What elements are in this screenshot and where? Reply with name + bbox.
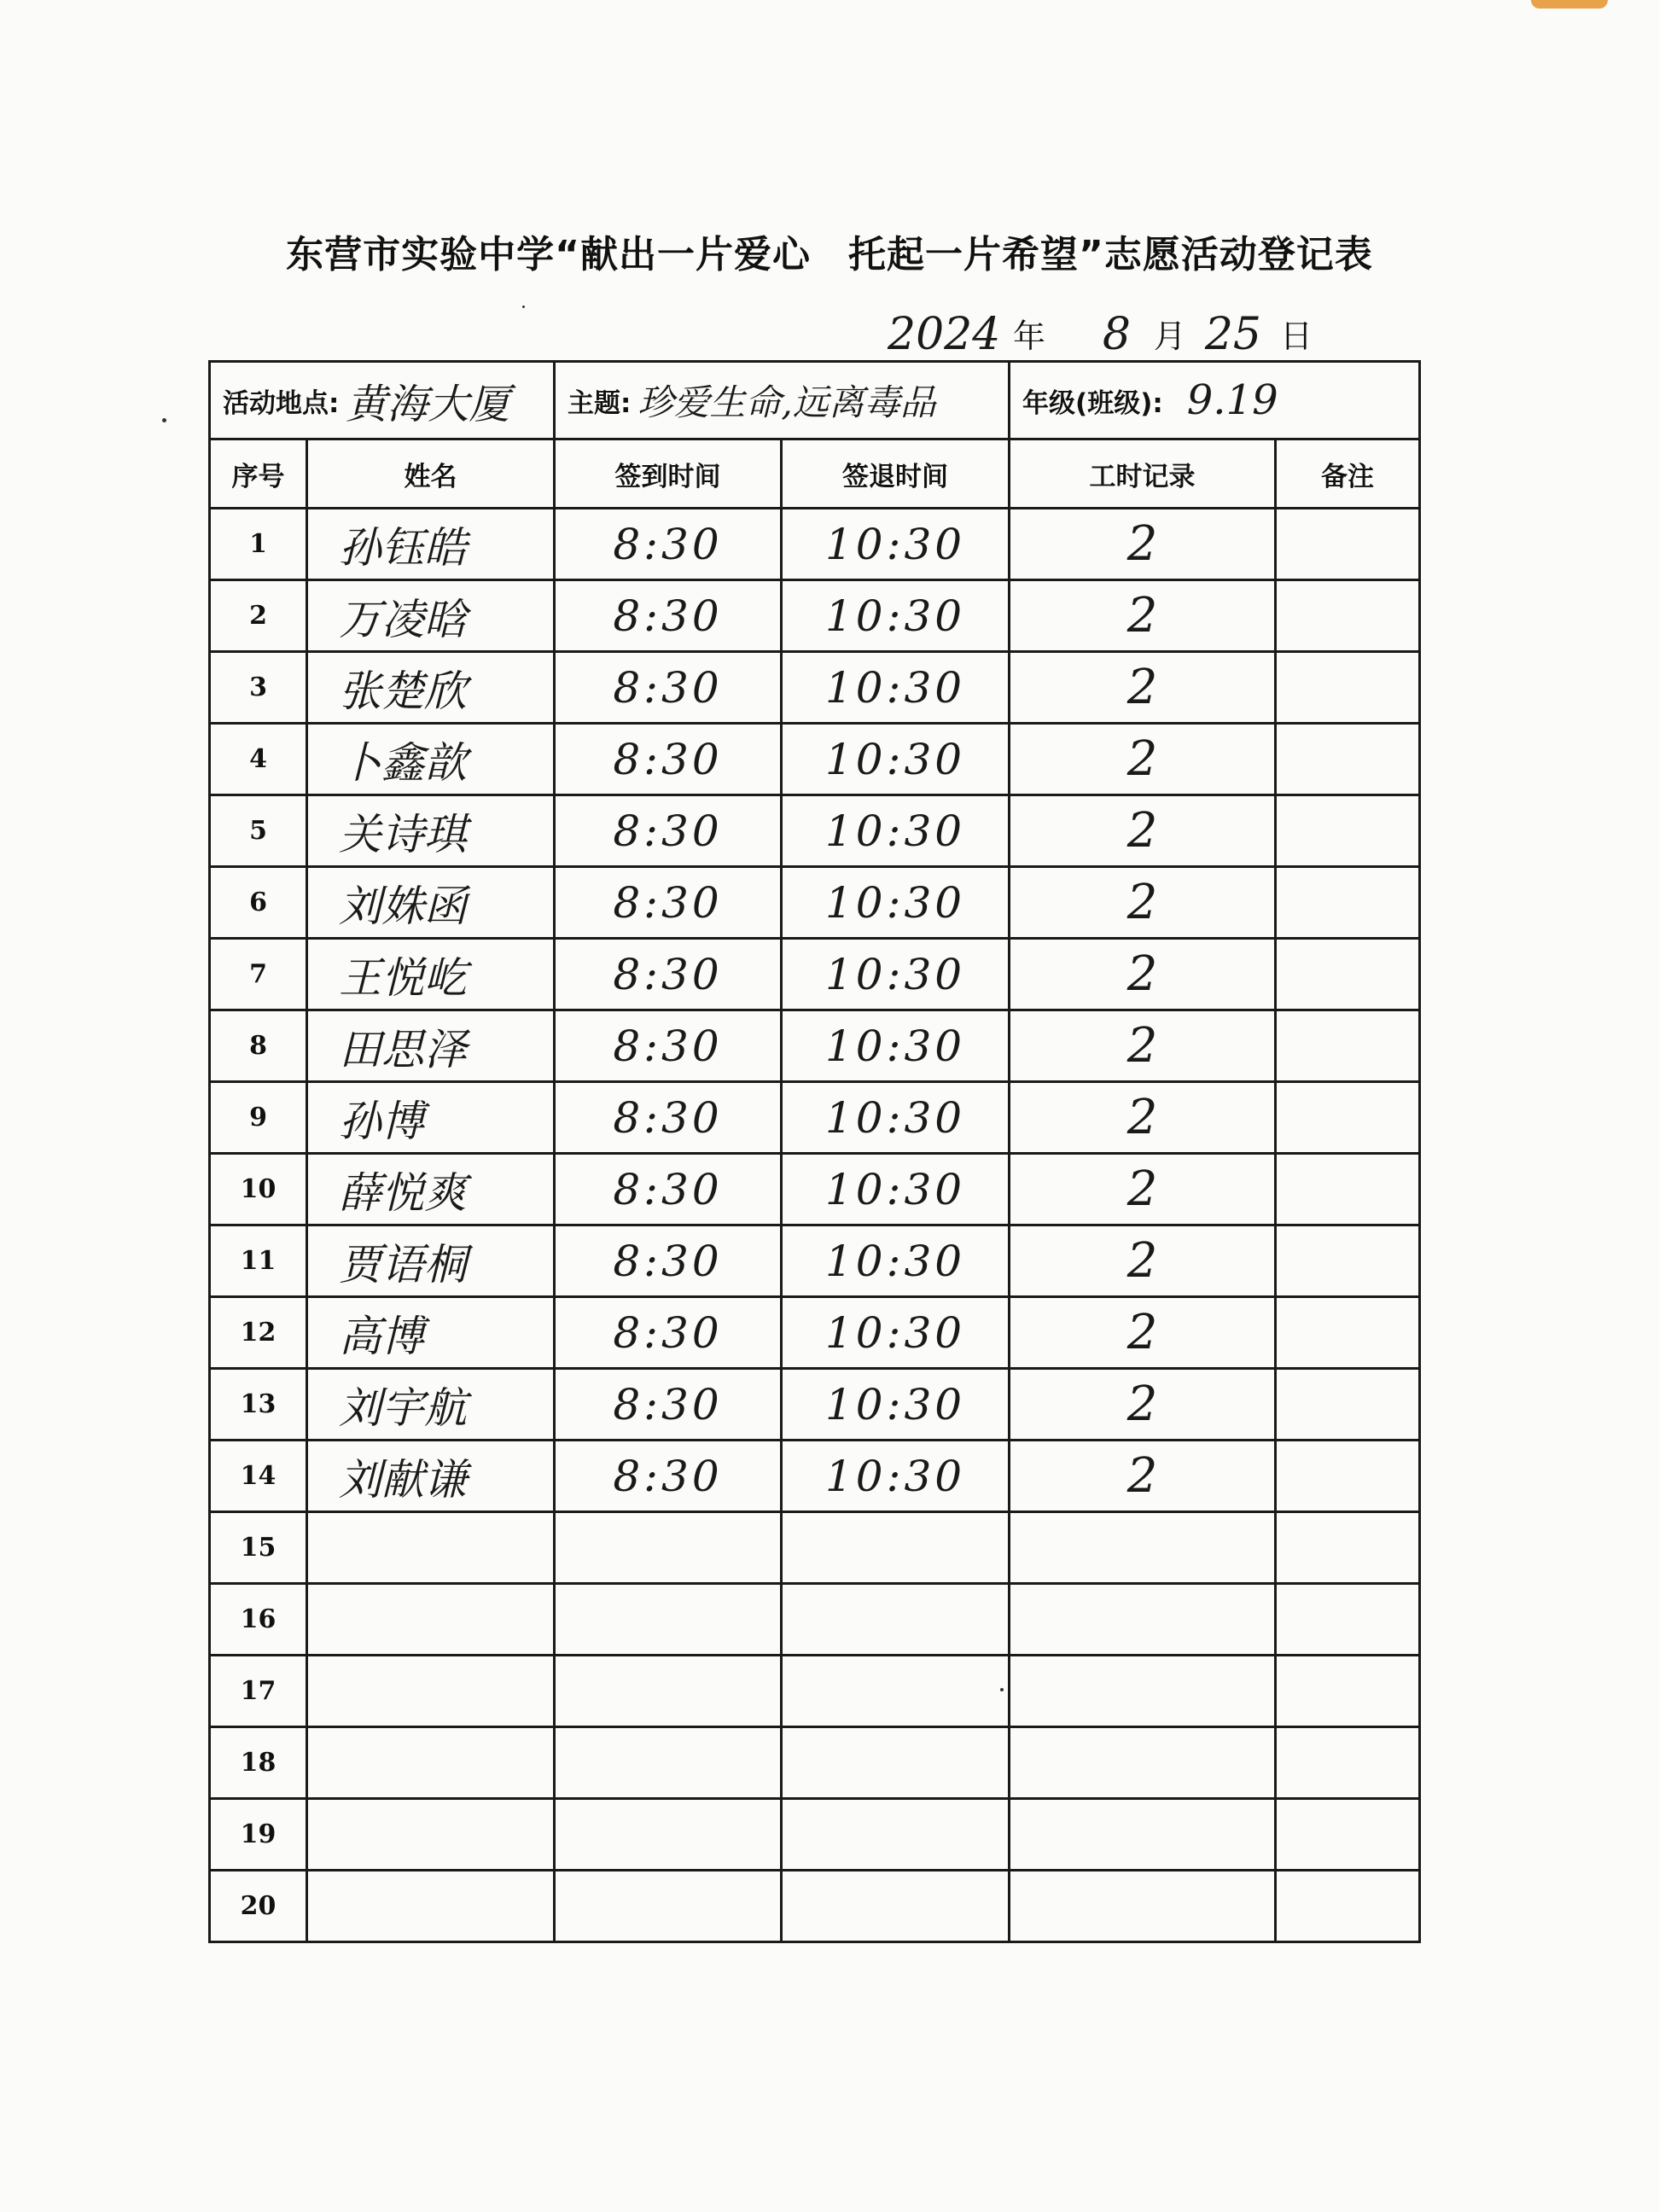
row-hours: 2 — [1126, 1018, 1158, 1074]
location-label: 活动地点: — [223, 387, 340, 419]
paper-speck — [162, 418, 166, 422]
row-hours-cell — [1010, 1727, 1276, 1799]
row-hours: 2 — [1126, 660, 1158, 715]
row-index: 10 — [240, 1174, 276, 1204]
row-sign-out-time-cell — [782, 1082, 1010, 1154]
row-index-cell — [210, 1441, 307, 1512]
row-name-cell — [307, 939, 555, 1010]
row-hours-cell — [1010, 1799, 1276, 1871]
grade-label: 年级(班级): — [1022, 387, 1163, 419]
grade-value: 9.19 — [1186, 376, 1278, 424]
row-hours: 2 — [1126, 803, 1158, 859]
row-sign-in-time-cell — [555, 1225, 782, 1297]
row-sign-out-time-cell — [782, 1154, 1010, 1225]
row-notes-cell — [1276, 1799, 1420, 1871]
row-sign-out-time: 10:30 — [824, 591, 966, 641]
row-name-cell — [307, 795, 555, 867]
row-hours: 2 — [1126, 731, 1158, 787]
header-index: 序号 — [210, 439, 307, 509]
date-month-label: 月 — [1153, 317, 1186, 355]
row-index-cell — [210, 724, 307, 795]
row-sign-out-time-cell — [782, 1799, 1010, 1871]
row-notes-cell — [1276, 1441, 1420, 1512]
row-sign-out-time-cell — [782, 1010, 1010, 1082]
row-hours-cell — [1010, 867, 1276, 939]
header-sign-in: 签到时间 — [555, 439, 782, 509]
row-name: 万凌晗 — [339, 594, 467, 644]
row-notes-cell — [1276, 1369, 1420, 1441]
row-index: 12 — [240, 1318, 276, 1348]
row-name-cell — [307, 867, 555, 939]
row-notes-cell — [1276, 652, 1420, 724]
row-hours-cell — [1010, 580, 1276, 652]
table-row — [210, 1010, 1420, 1082]
row-hours-cell — [1010, 1656, 1276, 1727]
row-hours-cell — [1010, 1871, 1276, 1942]
row-sign-out-time: 10:30 — [824, 949, 966, 999]
row-notes-cell — [1276, 1727, 1420, 1799]
row-sign-out-time-cell — [782, 1441, 1010, 1512]
row-sign-in-time-cell — [555, 1010, 782, 1082]
row-index: 13 — [240, 1389, 276, 1419]
paper-corner-mark — [1531, 0, 1608, 9]
row-hours-cell — [1010, 1154, 1276, 1225]
row-index: 3 — [249, 672, 267, 702]
row-sign-in-time-cell — [555, 939, 782, 1010]
row-name: 孙钰皓 — [339, 522, 467, 573]
table-row — [210, 1727, 1420, 1799]
row-sign-in-time: 8:30 — [613, 591, 723, 641]
row-name-cell — [307, 1871, 555, 1942]
grade-cell — [1010, 362, 1420, 439]
row-index: 15 — [240, 1533, 276, 1563]
date-day: 25 — [1204, 309, 1261, 360]
form-title-part-2: 托起一片希望”志愿活动登记表 — [848, 233, 1373, 276]
row-sign-out-time: 10:30 — [824, 519, 966, 569]
row-name-cell — [307, 1154, 555, 1225]
row-hours: 2 — [1126, 1161, 1158, 1217]
row-index: 4 — [249, 744, 267, 774]
paper-speck — [522, 306, 525, 308]
row-sign-in-time-cell — [555, 1369, 782, 1441]
row-sign-out-time-cell — [782, 1871, 1010, 1942]
table-row — [210, 724, 1420, 795]
row-index: 14 — [240, 1461, 276, 1491]
row-sign-in-time-cell — [555, 580, 782, 652]
row-sign-in-time-cell — [555, 1512, 782, 1584]
row-index: 1 — [249, 529, 267, 559]
row-sign-in-time: 8:30 — [613, 734, 723, 784]
date-month: 8 — [1102, 309, 1131, 360]
row-hours-cell — [1010, 795, 1276, 867]
row-notes-cell — [1276, 724, 1420, 795]
row-index-cell — [210, 939, 307, 1010]
row-hours: 2 — [1126, 1448, 1158, 1504]
row-sign-out-time: 10:30 — [824, 1451, 966, 1501]
topic-label: 主题: — [568, 387, 632, 419]
row-hours: 2 — [1126, 946, 1158, 1002]
row-index-cell — [210, 1512, 307, 1584]
row-name: 关诗琪 — [339, 809, 467, 859]
table-row — [210, 580, 1420, 652]
row-name-cell — [307, 1656, 555, 1727]
registration-table — [208, 360, 1421, 1943]
row-index-cell — [210, 795, 307, 867]
row-name: 卜鑫歆 — [339, 737, 467, 788]
row-sign-in-time: 8:30 — [613, 1236, 723, 1286]
row-name-cell — [307, 1297, 555, 1369]
row-sign-out-time-cell — [782, 724, 1010, 795]
row-sign-out-time: 10:30 — [824, 734, 966, 784]
table-row — [210, 1297, 1420, 1369]
row-sign-out-time-cell — [782, 509, 1010, 580]
table-row — [210, 1441, 1420, 1512]
row-index: 6 — [249, 888, 267, 917]
header-hours: 工时记录 — [1010, 439, 1276, 509]
row-sign-out-time-cell — [782, 1512, 1010, 1584]
row-notes-cell — [1276, 1656, 1420, 1727]
row-sign-in-time: 8:30 — [613, 1164, 723, 1214]
row-sign-out-time-cell — [782, 652, 1010, 724]
row-index: 16 — [240, 1604, 276, 1634]
row-index-cell — [210, 1297, 307, 1369]
table-body — [210, 509, 1420, 1942]
row-index-cell — [210, 1799, 307, 1871]
row-sign-out-time-cell — [782, 1297, 1010, 1369]
row-hours: 2 — [1126, 1305, 1158, 1360]
row-notes-cell — [1276, 580, 1420, 652]
row-sign-in-time-cell — [555, 1441, 782, 1512]
row-index-cell — [210, 867, 307, 939]
table-row — [210, 1369, 1420, 1441]
row-name: 贾语桐 — [339, 1239, 467, 1289]
row-notes-cell — [1276, 1010, 1420, 1082]
row-name-cell — [307, 1584, 555, 1656]
table-row — [210, 652, 1420, 724]
row-sign-out-time-cell — [782, 795, 1010, 867]
row-name-cell — [307, 1225, 555, 1297]
row-index: 7 — [249, 959, 267, 989]
row-sign-out-time: 10:30 — [824, 1164, 966, 1214]
row-sign-out-time: 10:30 — [824, 1092, 966, 1143]
topic-cell — [555, 362, 1010, 439]
row-sign-in-time-cell — [555, 1082, 782, 1154]
row-hours-cell — [1010, 1225, 1276, 1297]
row-name-cell — [307, 1512, 555, 1584]
row-notes-cell — [1276, 867, 1420, 939]
row-name: 刘姝函 — [339, 881, 467, 931]
row-sign-in-time: 8:30 — [613, 662, 723, 713]
row-name: 孙博 — [339, 1096, 424, 1146]
row-hours-cell — [1010, 1441, 1276, 1512]
row-index-cell — [210, 580, 307, 652]
row-name-cell — [307, 509, 555, 580]
table-row — [210, 1082, 1420, 1154]
row-name: 张楚欣 — [339, 666, 467, 716]
row-notes-cell — [1276, 795, 1420, 867]
row-name-cell — [307, 1441, 555, 1512]
row-notes-cell — [1276, 1297, 1420, 1369]
row-index-cell — [210, 1871, 307, 1942]
row-notes-cell — [1276, 1871, 1420, 1942]
row-hours: 2 — [1126, 1090, 1158, 1145]
row-name-cell — [307, 1799, 555, 1871]
row-hours-cell — [1010, 509, 1276, 580]
table-row — [210, 1871, 1420, 1942]
row-index-cell — [210, 1225, 307, 1297]
row-name-cell — [307, 580, 555, 652]
row-sign-out-time: 10:30 — [824, 1379, 966, 1429]
row-notes-cell — [1276, 1082, 1420, 1154]
row-index-cell — [210, 1369, 307, 1441]
row-hours-cell — [1010, 1082, 1276, 1154]
row-sign-in-time-cell — [555, 1871, 782, 1942]
row-index-cell — [210, 1584, 307, 1656]
row-sign-out-time: 10:30 — [824, 877, 966, 928]
row-index-cell — [210, 652, 307, 724]
row-sign-in-time: 8:30 — [613, 1092, 723, 1143]
row-notes-cell — [1276, 509, 1420, 580]
row-sign-in-time: 8:30 — [613, 949, 723, 999]
row-index-cell — [210, 509, 307, 580]
header-sign-out: 签退时间 — [782, 439, 1010, 509]
row-name-cell — [307, 724, 555, 795]
table-row — [210, 1584, 1420, 1656]
row-sign-in-time-cell — [555, 1584, 782, 1656]
date-line — [888, 300, 1331, 360]
location-cell — [210, 362, 555, 439]
row-name-cell — [307, 1082, 555, 1154]
row-index-cell — [210, 1656, 307, 1727]
row-hours-cell — [1010, 724, 1276, 795]
row-sign-out-time-cell — [782, 1656, 1010, 1727]
date-day-label: 日 — [1279, 317, 1313, 355]
form-title — [0, 224, 1659, 278]
row-index: 5 — [249, 816, 267, 846]
row-notes-cell — [1276, 1154, 1420, 1225]
row-sign-in-time: 8:30 — [613, 877, 723, 928]
table-row — [210, 1154, 1420, 1225]
row-notes-cell — [1276, 1584, 1420, 1656]
row-sign-in-time-cell — [555, 1727, 782, 1799]
row-hours: 2 — [1126, 588, 1158, 643]
row-name-cell — [307, 1369, 555, 1441]
date-year: 2024 — [888, 309, 1001, 360]
header-name: 姓名 — [307, 439, 555, 509]
row-name: 王悦屹 — [339, 952, 467, 1003]
row-hours: 2 — [1126, 1377, 1158, 1432]
topic-value: 珍爱生命,远离毒品 — [637, 381, 936, 423]
row-sign-in-time: 8:30 — [613, 1307, 723, 1358]
row-index-cell — [210, 1154, 307, 1225]
row-name: 刘宇航 — [339, 1382, 467, 1433]
row-hours-cell — [1010, 1512, 1276, 1584]
row-sign-in-time: 8:30 — [613, 1379, 723, 1429]
row-hours-cell — [1010, 1010, 1276, 1082]
row-hours-cell — [1010, 1369, 1276, 1441]
row-sign-out-time: 10:30 — [824, 1021, 966, 1071]
row-sign-out-time-cell — [782, 1727, 1010, 1799]
row-hours: 2 — [1126, 1233, 1158, 1289]
table-row — [210, 1656, 1420, 1727]
row-sign-out-time-cell — [782, 1225, 1010, 1297]
row-sign-in-time: 8:30 — [613, 519, 723, 569]
location-value: 黄海大厦 — [346, 380, 510, 428]
row-index: 8 — [249, 1031, 267, 1061]
row-hours: 2 — [1126, 516, 1158, 572]
row-sign-out-time: 10:30 — [824, 806, 966, 856]
row-index-cell — [210, 1727, 307, 1799]
row-notes-cell — [1276, 1225, 1420, 1297]
row-name: 薛悦爽 — [339, 1167, 467, 1218]
row-index-cell — [210, 1082, 307, 1154]
row-sign-in-time-cell — [555, 724, 782, 795]
row-name: 刘献谦 — [339, 1454, 467, 1505]
row-hours-cell — [1010, 1584, 1276, 1656]
table-row — [210, 795, 1420, 867]
row-hours: 2 — [1126, 875, 1158, 930]
row-hours-cell — [1010, 939, 1276, 1010]
row-hours-cell — [1010, 652, 1276, 724]
info-row — [210, 362, 1420, 439]
row-sign-out-time-cell — [782, 939, 1010, 1010]
row-index: 2 — [249, 601, 267, 631]
row-sign-in-time-cell — [555, 509, 782, 580]
form-title-part-1: 东营市实验中学“献出一片爱心 — [286, 233, 811, 276]
row-index-cell — [210, 1010, 307, 1082]
table-row — [210, 939, 1420, 1010]
row-sign-in-time: 8:30 — [613, 806, 723, 856]
table-row — [210, 509, 1420, 580]
row-sign-out-time: 10:30 — [824, 1236, 966, 1286]
header-notes: 备注 — [1276, 439, 1420, 509]
row-sign-out-time-cell — [782, 867, 1010, 939]
row-index: 18 — [240, 1748, 276, 1778]
row-sign-in-time-cell — [555, 1154, 782, 1225]
row-sign-in-time-cell — [555, 1297, 782, 1369]
row-sign-out-time: 10:30 — [824, 1307, 966, 1358]
row-sign-in-time-cell — [555, 795, 782, 867]
row-name-cell — [307, 652, 555, 724]
row-index: 9 — [249, 1103, 267, 1132]
row-sign-in-time: 8:30 — [613, 1451, 723, 1501]
row-name-cell — [307, 1010, 555, 1082]
row-sign-in-time-cell — [555, 1656, 782, 1727]
row-index: 17 — [240, 1676, 276, 1706]
row-notes-cell — [1276, 939, 1420, 1010]
row-notes-cell — [1276, 1512, 1420, 1584]
row-sign-in-time-cell — [555, 867, 782, 939]
row-sign-in-time-cell — [555, 1799, 782, 1871]
header-row — [210, 439, 1420, 509]
date-year-label: 年 — [1013, 317, 1046, 355]
row-sign-out-time-cell — [782, 1369, 1010, 1441]
table-row — [210, 1512, 1420, 1584]
row-sign-out-time-cell — [782, 1584, 1010, 1656]
row-sign-in-time: 8:30 — [613, 1021, 723, 1071]
table-row — [210, 867, 1420, 939]
row-index: 19 — [240, 1819, 276, 1849]
row-name: 高博 — [339, 1311, 424, 1361]
row-sign-out-time-cell — [782, 580, 1010, 652]
table-row — [210, 1225, 1420, 1297]
table-row — [210, 1799, 1420, 1871]
row-name-cell — [307, 1727, 555, 1799]
row-index: 20 — [240, 1891, 276, 1921]
row-index: 11 — [240, 1246, 276, 1276]
row-sign-in-time-cell — [555, 652, 782, 724]
row-name: 田思泽 — [339, 1024, 467, 1074]
row-sign-out-time: 10:30 — [824, 662, 966, 713]
row-hours-cell — [1010, 1297, 1276, 1369]
